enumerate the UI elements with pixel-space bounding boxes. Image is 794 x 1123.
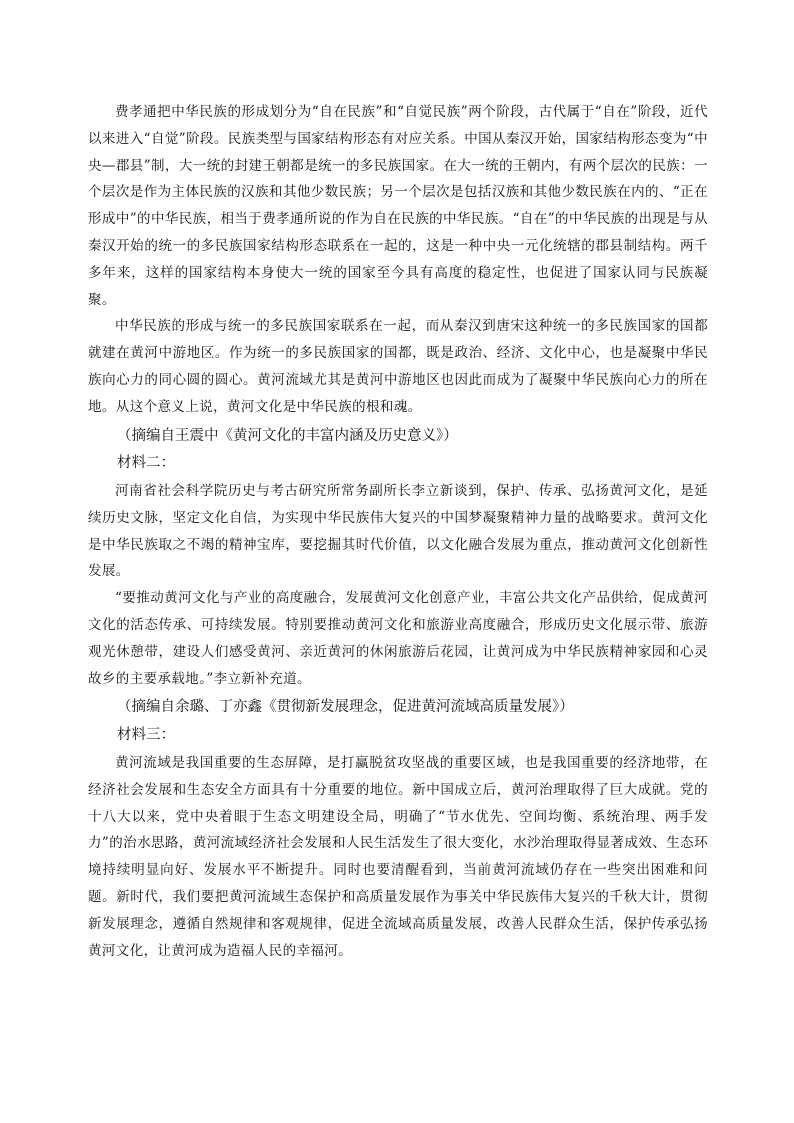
material2-paragraph-2: “要推动黄河文化与产业的高度融合，发展黄河文化创意产业，丰富公共文化产品供给，促成黄河文化的活态传承、可持续发展。特别要推动黄河文化和旅游业高度融合，形成历史文化展示带、旅游观光休憩带，建设人们感受黄河、亲近黄河的休闲旅游后花园，让黄河成为中华民族精神家园和心灵故乡的主要承载地。”李立新补充道。 (88, 590, 708, 687)
material1-source: （摘编自王震中《黄河文化的丰富内涵及历史意义》） (117, 427, 458, 444)
material3-paragraph-1: 黄河流域是我国重要的生态屏障，是打赢脱贫攻坚战的重要区域，也是我国重要的经济地带，在经济社会发展和生态安全方面具有十分重要的地位。新中国成立后，黄河治理取得了巨大成就。党的十八大以来，党中央着眼于生态文明建设全局，明确了“节水优先、空间均衡、系统治理、两手发力”的治水思路，黄河流域经济社会发展和人民生活发生了很大变化，水沙治理取得显著成效、生态环境持续明显向好、发展水平不断提升。同时也要清醒看到，当前黄河流域仍存在一些突出困难和问题。新时代，我们要把黄河流域生态保护和高质量发展作为事关中华民族伟大复兴的千秋大计，贯彻新发展理念，遵循自然规律和客观规律，促进全流域高质量发展，改善人民群众生活，保护传承弘扬黄河文化，让黄河成为造福人民的幸福河。 (88, 754, 708, 959)
material2-heading: 材料二： (117, 455, 175, 472)
material3-heading: 材料三： (117, 726, 175, 743)
document-body (88, 99, 708, 964)
material2-paragraph-1: 河南省社会科学院历史与考古研究所常务副所长李立新谈到，保护、传承、弘扬黄河文化，是延续历史文脉，坚定文化自信，为实现中华民族伟大复兴的中国梦凝聚精神力量的战略要求。黄河文化是中华民族取之不竭的精神宝库，要挖掘其时代价值，以文化融合发展为重点，推动黄河文化创新性发展。 (88, 483, 708, 580)
material1-paragraph-2: 中华民族的形成与统一的多民族国家联系在一起，而从秦汉到唐宋这种统一的多民族国家的国都就建在黄河中游地区。作为统一的多民族国家的国都，既是政治、经济、文化中心，也是凝聚中华民族向心力的同心圆的圆心。黄河流域尤其是黄河中游地区也因此而成为了凝聚中华民族向心力的所在地。从这个意义上说，黄河文化是中华民族的根和魂。 (88, 318, 708, 415)
material2-source: （摘编自余璐、丁亦鑫《贯彻新发展理念，促进黄河流域高质量发展》） (117, 699, 574, 716)
material1-paragraph-1: 费孝通把中华民族的形成划分为“自在民族”和“自觉民族”两个阶段，古代属于“自在”阶段，近代以来进入“自觉”阶段。民族类型与国家结构形态有对应关系。中国从秦汉开始，国家结构形态变为“中央—郡县”制，大一统的封建王朝都是统一的多民族国家。在大一统的王朝内，有两个层次的民族：一个层次是作为主体民族的汉族和其他少数民族；另一个层次是包括汉族和其他少数民族在内的、“正在形成中”的中华民族，相当于费孝通所说的作为自在民族的中华民族。“自在”的中华民族的出现是与从秦汉开始的统一的多民族国家结构形态联系在一起的，这是一种中央一元化统辖的郡县制结构。两千多年来，这样的国家结构本身使大一统的国家至今具有高度的稳定性，也促进了国家认同与民族凝聚。 (88, 104, 708, 308)
